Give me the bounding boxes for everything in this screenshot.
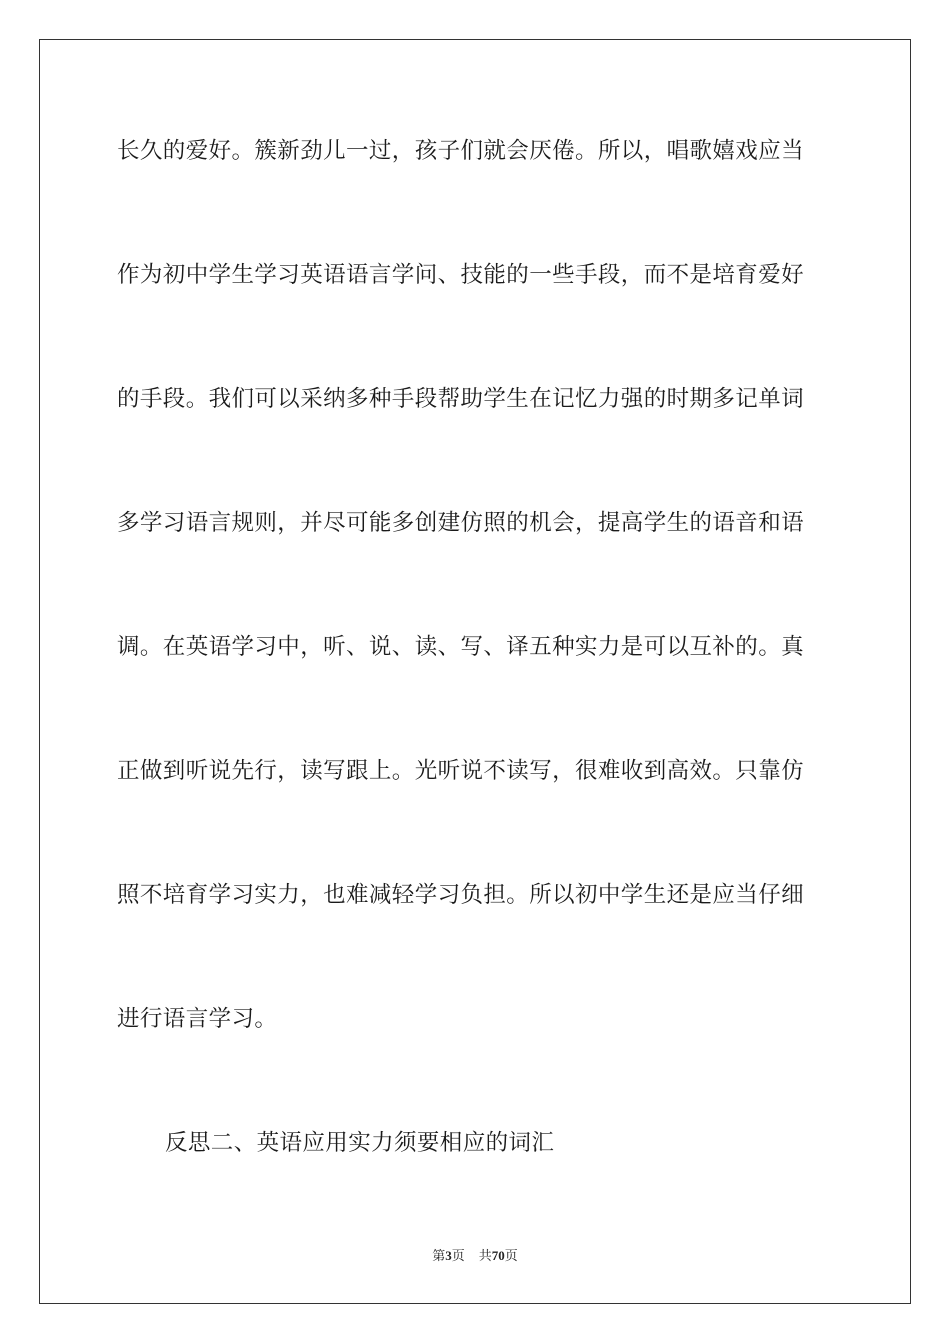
paragraph-line: 的手段。我们可以采纳多种手段帮助学生在记忆力强的时期多记单词 [117, 386, 805, 412]
page-footer [0, 1247, 950, 1266]
paragraph-line: 正做到听说先行，读写跟上。光听说不读写，很难收到高效。只靠仿 [117, 758, 805, 784]
total-pages: 70 [491, 1248, 505, 1263]
paragraph-line: 进行语言学习。 [117, 1006, 278, 1032]
paragraph-line: 照不培育学习实力，也难减轻学习负担。所以初中学生还是应当仔细 [117, 882, 805, 908]
paragraph-line: 长久的爱好。簇新劲儿一过，孩子们就会厌倦。所以，唱歌嬉戏应当 [117, 138, 805, 164]
page-border [39, 39, 911, 1304]
paragraph-line: 调。在英语学习中，听、说、读、写、译五种实力是可以互补的。真 [117, 634, 805, 660]
paragraph-line: 作为初中学生学习英语语言学问、技能的一些手段，而不是培育爱好 [117, 262, 805, 288]
page-prefix: 第 [432, 1249, 446, 1264]
section-heading: 反思二、英语应用实力须要相应的词汇 [165, 1130, 555, 1156]
page-suffix: 页 [451, 1249, 465, 1264]
paragraph-line: 多学习语言规则，并尽可能多创建仿照的机会，提高学生的语音和语 [117, 510, 805, 536]
page-number: 3 [445, 1248, 452, 1263]
total-prefix: 共 [478, 1249, 492, 1264]
total-suffix: 页 [504, 1249, 518, 1264]
